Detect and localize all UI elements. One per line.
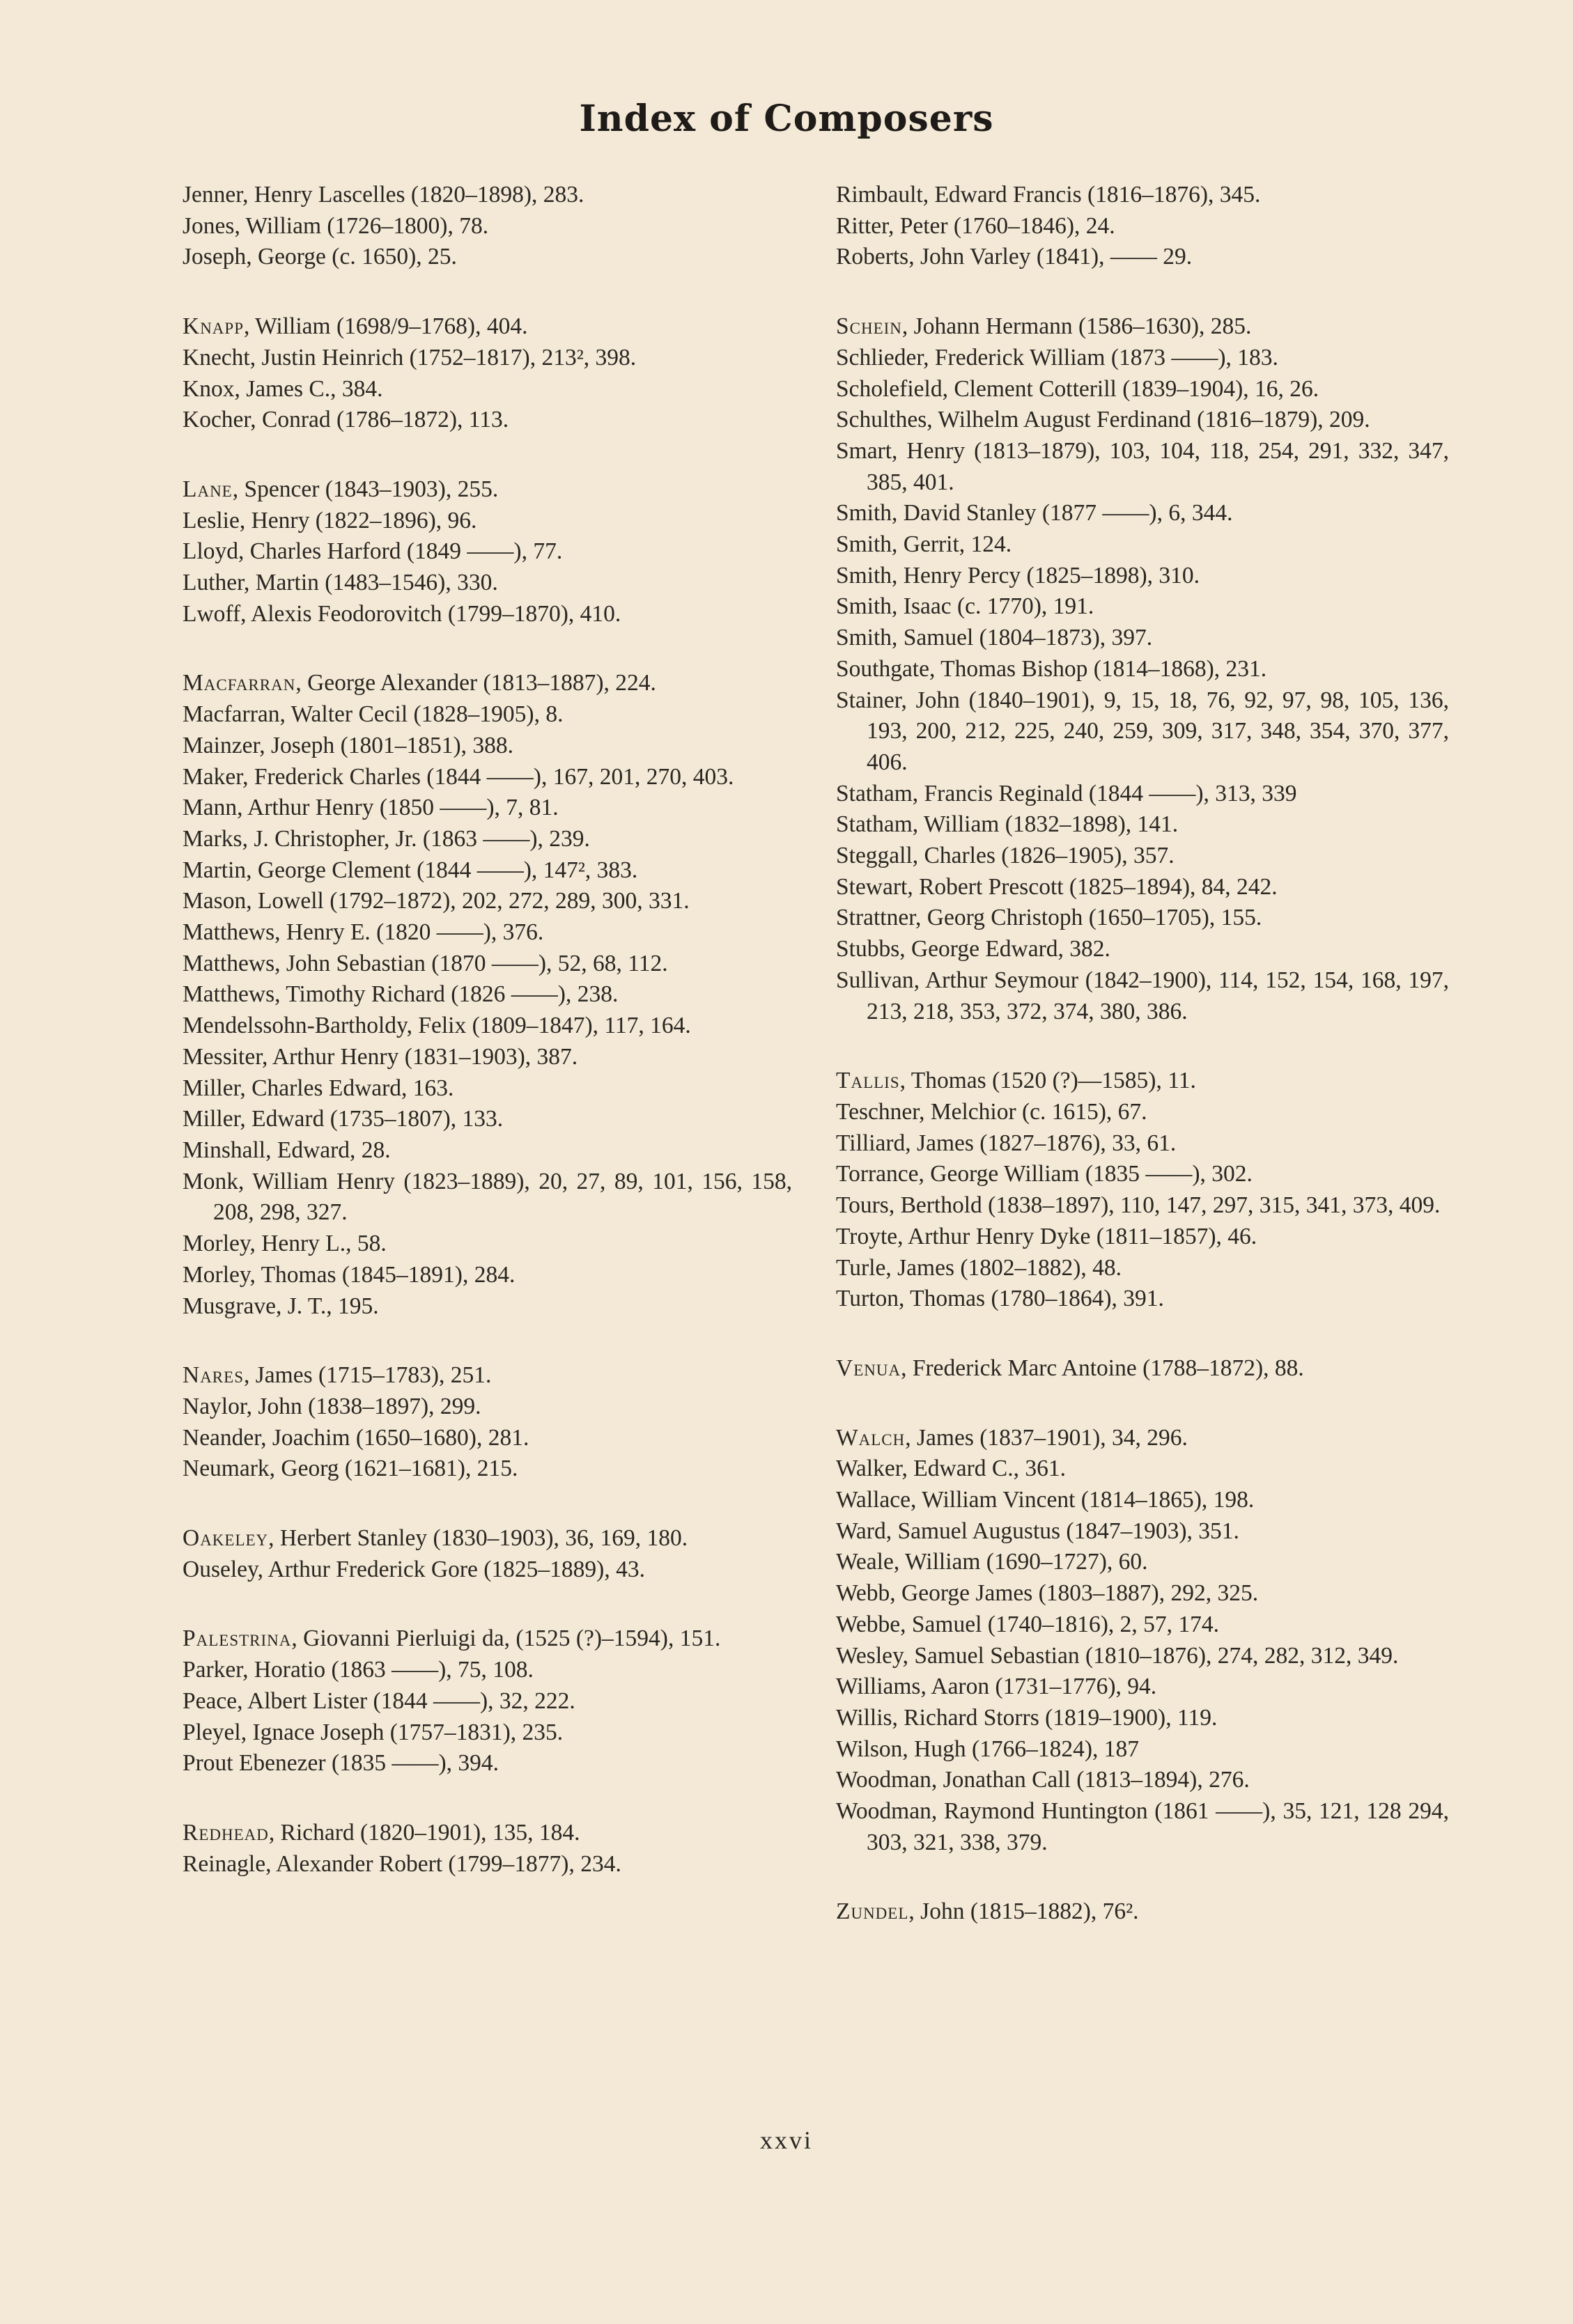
index-entry — [183, 374, 792, 405]
entry-text: Statham, William (1832–1898), 141. — [836, 811, 1179, 838]
entry-text: Webb, George James (1803–1887), 292, 325. — [836, 1580, 1259, 1607]
entry-text: Wesley, Samuel Sebastian (1810–1876), 274, 282, 312, 349. — [836, 1642, 1399, 1669]
entry-text: Torrance, George William (1835 ——), 302. — [836, 1161, 1253, 1187]
entry-text: Weale, William (1690–1727), 60. — [836, 1549, 1148, 1575]
entry-text: Messiter, Arthur Henry (1831–1903), 387. — [183, 1043, 578, 1070]
entry-text: Smith, Isaac (c. 1770), 191. — [836, 593, 1094, 620]
index-entry — [183, 506, 792, 537]
index-entry — [836, 374, 1449, 405]
entry-text: Mann, Arthur Henry (1850 ——), 7, 81. — [183, 795, 559, 821]
index-entry — [836, 903, 1449, 934]
entry-text: Wallace, William Vincent (1814–1865), 198. — [836, 1487, 1255, 1513]
index-column-left — [183, 180, 792, 1880]
entry-text: Ritter, Peter (1760–1846), 24. — [836, 212, 1115, 239]
entry-text: Morley, Thomas (1845–1891), 284. — [183, 1261, 516, 1288]
index-entry — [183, 536, 792, 568]
letter-heading: Palestrina — [183, 1625, 292, 1652]
index-entry — [183, 1260, 792, 1291]
index-entry — [183, 886, 792, 917]
index-entry — [836, 1641, 1449, 1672]
index-entry — [183, 1073, 792, 1105]
index-entry — [836, 1128, 1449, 1160]
entry-text: , James (1837–1901), 34, 296. — [905, 1424, 1188, 1451]
entry-text: Mason, Lowell (1792–1872), 202, 272, 289, 300, 331. — [183, 888, 690, 914]
entry-text: Rimbault, Edward Francis (1816–1876), 345. — [836, 182, 1261, 208]
entry-text: , William (1698/9–1768), 404. — [244, 313, 528, 340]
index-entry — [836, 1284, 1449, 1315]
entry-text: Smith, Gerrit, 124. — [836, 531, 1012, 558]
entry-text: Roberts, John Varley (1841), —— 29. — [836, 244, 1193, 270]
page-number: xxvi — [759, 2126, 813, 2154]
entry-text: Minshall, Edward, 28. — [183, 1137, 391, 1163]
entry-text: Steggall, Charles (1826–1905), 357. — [836, 843, 1175, 869]
entry-text: Stubbs, George Edward, 382. — [836, 936, 1110, 962]
index-entry — [183, 762, 792, 793]
letter-heading: Nares — [183, 1362, 244, 1389]
index-entry — [836, 1703, 1449, 1734]
index-entry — [183, 568, 792, 599]
entry-text: Willis, Richard Storrs (1819–1900), 119. — [836, 1704, 1218, 1731]
index-entry — [183, 1849, 792, 1880]
index-entry — [183, 1453, 792, 1485]
index-entry — [836, 498, 1449, 529]
index-entry — [183, 211, 792, 242]
entry-text: Jenner, Henry Lascelles (1820–1898), 283. — [183, 182, 584, 208]
index-entry — [183, 180, 792, 211]
entry-text: Woodman, Raymond Huntington (1861 ——), 35, 121, 128 294, 303, 321, 338, 379. — [836, 1798, 1449, 1855]
entry-text: Knox, James C., 384. — [183, 375, 383, 402]
entry-text: Teschner, Melchior (c. 1615), 67. — [836, 1098, 1147, 1125]
entry-text: Martin, George Clement (1844 ——), 147², 383. — [183, 857, 638, 883]
entry-text: Turle, James (1802–1882), 48. — [836, 1254, 1122, 1281]
entry-text: Stewart, Robert Prescott (1825–1894), 84, 242. — [836, 873, 1278, 900]
index-entry — [183, 1042, 792, 1073]
entry-text: Miller, Charles Edward, 163. — [183, 1075, 454, 1101]
index-entry — [836, 529, 1449, 561]
entry-text: Kocher, Conrad (1786–1872), 113. — [183, 407, 509, 433]
letter-heading: Redhead — [183, 1819, 269, 1846]
entry-text: Reinagle, Alexander Robert (1799–1877), 234. — [183, 1850, 621, 1877]
entry-text: , Spencer (1843–1903), 255. — [232, 476, 499, 502]
group-separator — [183, 1779, 792, 1818]
index-entry — [183, 1717, 792, 1749]
entry-text: Smith, Samuel (1804–1873), 397. — [836, 625, 1153, 651]
index-entry — [836, 1066, 1449, 1097]
index-entry — [836, 1796, 1449, 1858]
index-entry — [183, 1655, 792, 1686]
entry-text: Luther, Martin (1483–1546), 330. — [183, 570, 498, 596]
letter-heading: Tallis — [836, 1068, 900, 1094]
index-entry — [183, 1523, 792, 1554]
index-entry — [836, 1516, 1449, 1547]
index-entry — [183, 405, 792, 436]
index-entry — [183, 1391, 792, 1423]
entry-text: Lwoff, Alexis Feodorovitch (1799–1870), 410. — [183, 600, 621, 627]
entry-text: Statham, Francis Reginald (1844 ——), 313, 339 — [836, 780, 1297, 806]
entry-text: Naylor, John (1838–1897), 299. — [183, 1393, 481, 1419]
entry-text: , Frederick Marc Antoine (1788–1872), 88. — [901, 1355, 1304, 1381]
index-entry — [183, 731, 792, 762]
index-entry — [183, 242, 792, 273]
index-entry — [836, 1190, 1449, 1222]
letter-heading: Oakeley — [183, 1525, 269, 1552]
entry-text: Woodman, Jonathan Call (1813–1894), 276. — [836, 1767, 1250, 1793]
entry-text: , George Alexander (1813–1887), 224. — [295, 670, 656, 696]
entry-text: Knecht, Justin Heinrich (1752–1817), 213², 398. — [183, 344, 637, 371]
index-entry — [183, 1291, 792, 1323]
entry-text: Parker, Horatio (1863 ——), 75, 108. — [183, 1657, 534, 1683]
entry-text: Matthews, Timothy Richard (1826 ——), 238. — [183, 981, 619, 1008]
index-entry — [836, 1485, 1449, 1516]
index-entry — [836, 211, 1449, 242]
entry-text: Scholefield, Clement Cotterill (1839–1904), 16, 26. — [836, 375, 1319, 402]
entry-text: Strattner, Georg Christoph (1650–1705), 155. — [836, 905, 1262, 931]
entry-text: Maker, Frederick Charles (1844 ——), 167, 201, 270, 403. — [183, 763, 734, 790]
index-entry — [836, 242, 1449, 273]
group-separator — [183, 1485, 792, 1523]
entry-text: Smith, Henry Percy (1825–1898), 310. — [836, 562, 1200, 588]
index-entry — [183, 979, 792, 1011]
index-entry — [836, 561, 1449, 592]
entry-text: Lloyd, Charles Harford (1849 ——), 77. — [183, 538, 563, 565]
entry-text: Monk, William Henry (1823–1889), 20, 27, 89, 101, 156, 158, 208, 298, 327. — [183, 1168, 792, 1226]
entry-text: Smith, David Stanley (1877 ——), 6, 344. — [836, 500, 1233, 527]
index-entry — [836, 872, 1449, 903]
letter-heading: Walch — [836, 1424, 906, 1451]
entry-text: Williams, Aaron (1731–1776), 94. — [836, 1674, 1157, 1700]
index-entry — [836, 1896, 1449, 1928]
entry-text: Webbe, Samuel (1740–1816), 2, 57, 174. — [836, 1611, 1219, 1637]
group-separator — [836, 1385, 1449, 1423]
index-entry — [836, 779, 1449, 810]
entry-text: Morley, Henry L., 58. — [183, 1231, 387, 1257]
index-entry — [836, 591, 1449, 623]
entry-text: Troyte, Arthur Henry Dyke (1811–1857), 46. — [836, 1223, 1257, 1249]
index-entry — [183, 1229, 792, 1260]
group-separator — [836, 1858, 1449, 1896]
index-entry — [183, 855, 792, 887]
index-entry — [183, 599, 792, 630]
letter-heading: Lane — [183, 476, 233, 502]
index-entry — [183, 1623, 792, 1655]
entry-text: , John (1815–1882), 76². — [908, 1898, 1139, 1925]
entry-text: Prout Ebenezer (1835 ——), 394. — [183, 1750, 499, 1777]
index-entry — [836, 1734, 1449, 1765]
index-entry — [183, 1554, 792, 1586]
index-entry — [183, 1818, 792, 1849]
letter-heading: Schein — [836, 313, 902, 340]
entry-text: Leslie, Henry (1822–1896), 96. — [183, 507, 477, 533]
entry-text: Tilliard, James (1827–1876), 33, 61. — [836, 1130, 1177, 1156]
index-entry — [836, 1609, 1449, 1641]
index-entry — [836, 685, 1449, 779]
entry-text: Schlieder, Frederick William (1873 ——), 183. — [836, 344, 1278, 371]
entry-text: , James (1715–1783), 251. — [243, 1362, 492, 1389]
letter-heading: Venua — [836, 1355, 901, 1381]
index-entry — [183, 824, 792, 855]
entry-text: Ward, Samuel Augustus (1847–1903), 351. — [836, 1518, 1239, 1544]
group-separator — [183, 1322, 792, 1360]
entry-text: Marks, J. Christopher, Jr. (1863 ——), 239. — [183, 825, 590, 852]
group-separator — [183, 273, 792, 311]
entry-text: Ouseley, Arthur Frederick Gore (1825–1889), 43. — [183, 1556, 645, 1582]
index-entry — [836, 405, 1449, 436]
index-entry — [836, 1253, 1449, 1284]
entry-text: Jones, William (1726–1800), 78. — [183, 212, 489, 239]
entry-text: Sullivan, Arthur Seymour (1842–1900), 114, 152, 154, 168, 197, 213, 218, 353, 372, 374, 380, 386. — [836, 967, 1449, 1024]
index-entry — [183, 1135, 792, 1167]
entry-text: Wilson, Hugh (1766–1824), 187 — [836, 1736, 1140, 1762]
entry-text: Southgate, Thomas Bishop (1814–1868), 231. — [836, 655, 1267, 682]
index-entry — [836, 1765, 1449, 1796]
entry-text: , Herbert Stanley (1830–1903), 36, 169, 180. — [268, 1525, 688, 1552]
entry-text: Tours, Berthold (1838–1897), 110, 147, 297, 315, 341, 373, 409. — [836, 1192, 1441, 1219]
index-entry — [836, 934, 1449, 965]
entry-text: Neumark, Georg (1621–1681), 215. — [183, 1456, 518, 1482]
index-entry — [836, 1671, 1449, 1703]
index-entry — [183, 1423, 792, 1454]
entry-text: Schulthes, Wilhelm August Ferdinand (1816–1879), 209. — [836, 407, 1370, 433]
index-entry — [836, 1423, 1449, 1454]
entry-text: , Thomas (1520 (?)—1585), 11. — [899, 1068, 1196, 1094]
index-entry — [836, 1222, 1449, 1253]
index-entry — [183, 949, 792, 980]
letter-heading: Zundel — [836, 1898, 909, 1925]
index-entry — [836, 841, 1449, 872]
index-entry — [183, 311, 792, 343]
entry-text: Stainer, John (1840–1901), 9, 15, 18, 76, 92, 97, 98, 105, 136, 193, 200, 212, 225, 240, 259, 309, 317, 348, 354, 370, 377, 406. — [836, 687, 1449, 775]
group-separator — [836, 1027, 1449, 1066]
entry-text: Macfarran, Walter Cecil (1828–1905), 8. — [183, 701, 564, 728]
entry-text: Mendelssohn-Bartholdy, Felix (1809–1847), 117, 164. — [183, 1013, 691, 1039]
index-entry — [836, 436, 1449, 498]
index-entry — [836, 809, 1449, 841]
index-entry — [836, 1159, 1449, 1190]
index-entry — [183, 1011, 792, 1042]
entry-text: Miller, Edward (1735–1807), 133. — [183, 1106, 504, 1132]
index-entry — [183, 343, 792, 374]
letter-heading: Macfarran — [183, 670, 296, 696]
index-entry — [183, 1104, 792, 1135]
index-entry — [836, 343, 1449, 374]
entry-text: Matthews, Henry E. (1820 ——), 376. — [183, 919, 544, 946]
entry-text: , Johann Hermann (1586–1630), 285. — [901, 313, 1252, 340]
entry-text: Smart, Henry (1813–1879), 103, 104, 118, 254, 291, 332, 347, 385, 401. — [836, 437, 1449, 495]
entry-text: Neander, Joachim (1650–1680), 281. — [183, 1424, 529, 1451]
group-separator — [183, 630, 792, 668]
index-entry — [183, 1686, 792, 1717]
index-entry — [836, 311, 1449, 343]
index-entry — [183, 917, 792, 949]
page-title: Index of Composers — [579, 98, 994, 140]
index-entry — [183, 699, 792, 731]
index-column-right — [836, 180, 1449, 1928]
entry-text: Matthews, John Sebastian (1870 ——), 52, 68, 112. — [183, 950, 668, 976]
index-entry — [836, 654, 1449, 685]
index-entry — [836, 1453, 1449, 1485]
entry-text: Turton, Thomas (1780–1864), 391. — [836, 1286, 1164, 1312]
entry-text: Musgrave, J. T., 195. — [183, 1293, 379, 1319]
index-entry — [836, 965, 1449, 1027]
group-separator — [836, 1315, 1449, 1353]
letter-heading: Knapp — [183, 313, 244, 340]
entry-text: Peace, Albert Lister (1844 ——), 32, 222. — [183, 1687, 575, 1714]
entry-text: Pleyel, Ignace Joseph (1757–1831), 235. — [183, 1719, 564, 1745]
index-entry — [183, 793, 792, 824]
index-entry — [836, 1097, 1449, 1128]
index-entry — [183, 1360, 792, 1391]
entry-text: Joseph, George (c. 1650), 25. — [183, 244, 457, 270]
entry-text: , Richard (1820–1901), 135, 184. — [268, 1819, 580, 1846]
entry-text: Walker, Edward C., 361. — [836, 1456, 1066, 1482]
index-entry — [836, 1353, 1449, 1385]
index-entry — [183, 1748, 792, 1779]
group-separator — [836, 273, 1449, 311]
group-separator — [183, 436, 792, 474]
index-entry — [836, 180, 1449, 211]
index-entry — [836, 1578, 1449, 1609]
index-entry — [183, 1167, 792, 1229]
index-entry — [183, 474, 792, 506]
index-entry — [836, 1547, 1449, 1578]
index-entry — [183, 668, 792, 699]
group-separator — [183, 1585, 792, 1623]
entry-text: Mainzer, Joseph (1801–1851), 388. — [183, 732, 514, 758]
entry-text: , Giovanni Pierluigi da, (1525 (?)–1594), 151. — [291, 1625, 721, 1652]
index-entry — [836, 623, 1449, 654]
